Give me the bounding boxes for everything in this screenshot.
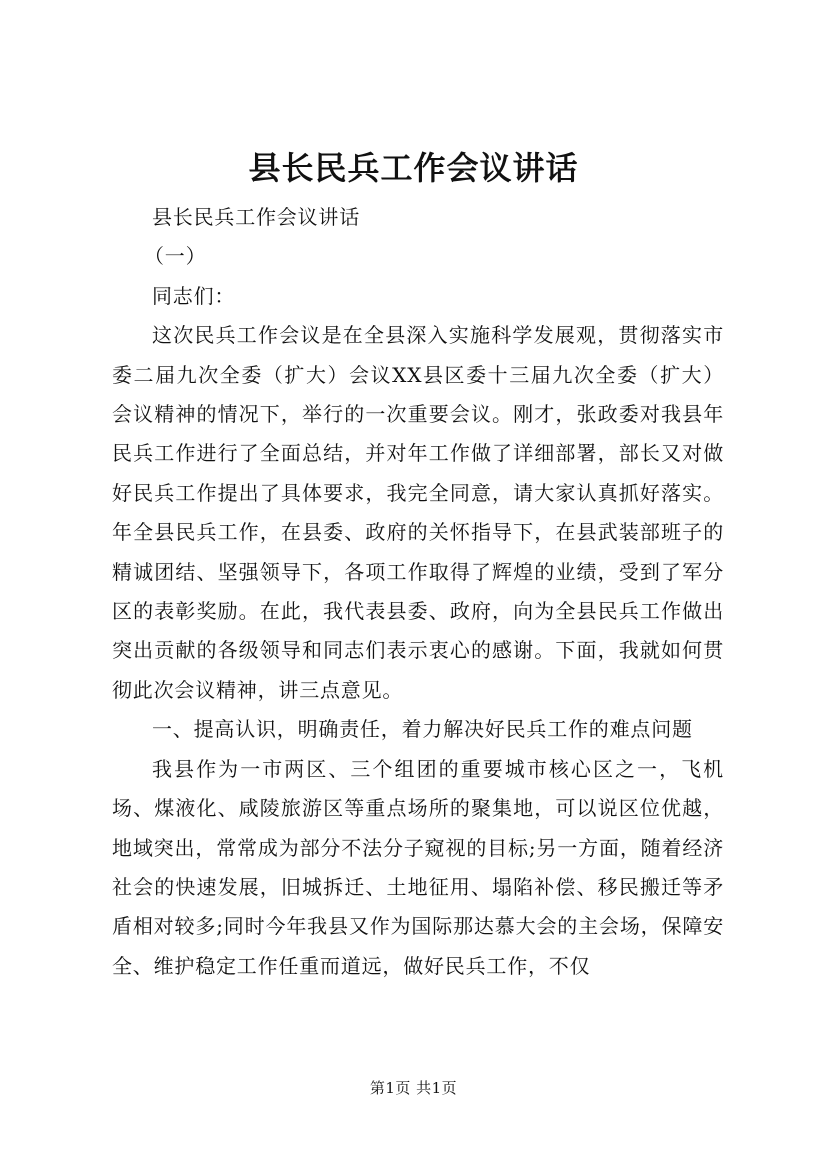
salutation-paragraph: 同志们：: [152, 283, 236, 308]
body-paragraph: 我县作为一市两区、三个组团的重要城市核心区之一，飞机场、煤液化、咸陵旅游区等重点场所的聚集地，可以说区位优越，地域突出，常常成为部分不法分子窥视的目标;另一方面，随着经济社会的快速发展，旧城拆迁、土地征用、塌陷补偿、移民搬迁等矛盾相对较多;同时今年我县又作为国际那达慕大会的主会场，保障安全、维护稳定工作任重而道远，做好民兵工作，不仅: [112, 756, 724, 978]
section-number-paragraph: （一）: [144, 244, 207, 269]
section-heading-paragraph: 一、提高认识，明确责任，着力解决好民兵工作的难点问题: [152, 717, 693, 742]
subtitle-paragraph: 县长民兵工作会议讲话: [152, 205, 360, 229]
page-footer: 第1页 共1页: [369, 1079, 458, 1097]
document-body: [112, 198, 724, 986]
document-title: 县长民兵工作会议讲话: [248, 149, 579, 187]
intro-paragraph: 这次民兵工作会议是在全县深入实施科学发展观，贯彻落实市委二届九次全委（扩大）会议XX县区委十三届九次全委（扩大）会议精神的情况下，举行的一次重要会议。刚才，张政委对我县年民兵工作进行了全面总结，并对年工作做了详细部署，部长又对做好民兵工作提出了具体要求，我完全同意，请大家认真抓好落实。年全县民兵工作，在县委、政府的关怀指导下，在县武装部班子的精诚团结、坚强领导下，各项工作取得了辉煌的业绩，受到了军分区的表彰奖励。在此，我代表县委、政府，向为全县民兵工作做出突出贡献的各级领导和同志们表示衷心的感谢。下面，我就如何贯彻此次会议精神，讲三点意见。: [112, 323, 724, 702]
